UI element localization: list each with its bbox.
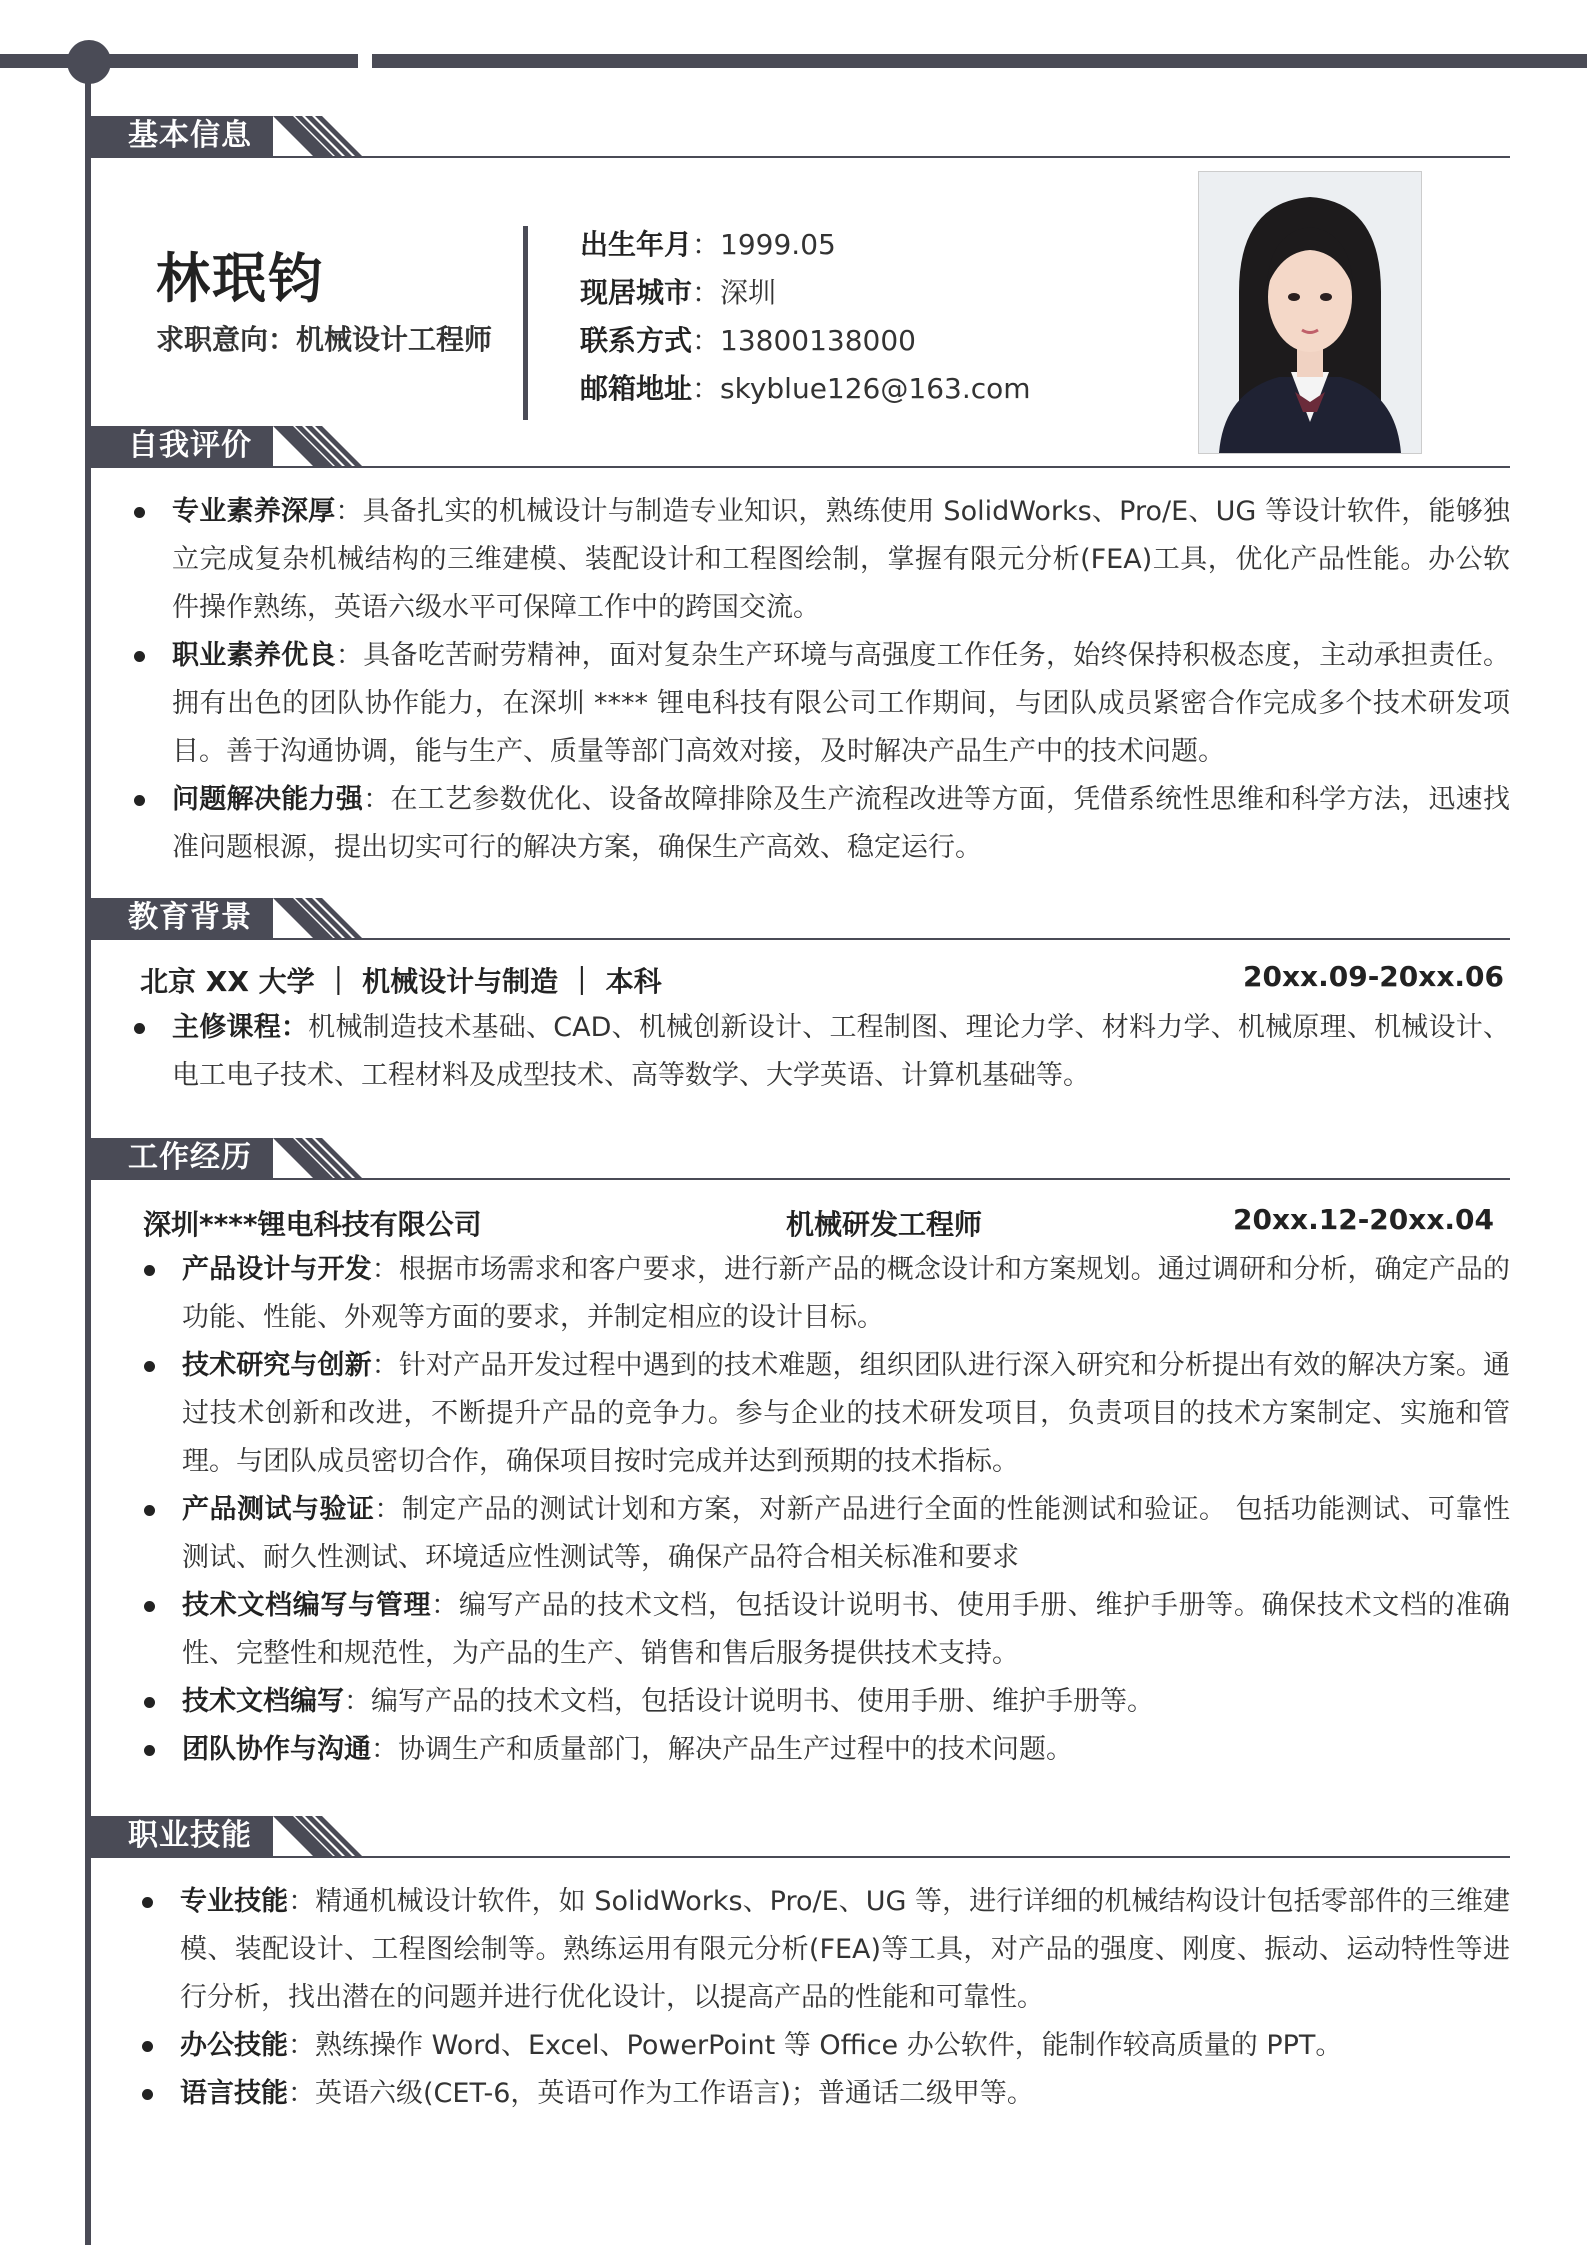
section-header-skills (88, 1816, 1510, 1856)
section-header-work (88, 1138, 1510, 1178)
list-item: 技术文档编写与管理：编写产品的技术文档，包括设计说明书、使用手册、维护手册等。确保技术文档的准确性、完整性和规范性，为产品的生产、销售和售后服务提供技术支持。 (140, 1582, 1510, 1678)
list-item: 专业技能：精通机械设计软件，如 SolidWorks、Pro/E、UG 等，进行详细的机械结构设计包括零部件的三维建模、装配设计、工程图绘制等。熟练运用有限元分析(FEA)等工具，对产品的强度、刚度、振动、运动特性等进行分析，找出潜在的问题并进行优化设计，以提高产品的性能和可靠性。 (138, 1878, 1510, 2022)
list-item: 职业素养优良：具备吃苦耐劳精神，面对复杂生产环境与高强度工作任务，始终保持积极态度，主动承担责任。拥有出色的团队协作能力，在深圳 **** 锂电科技有限公司工作期间，与团队成员紧密合作完成多个技术研发项目。善于沟通协调，能与生产、质量等部门高效对接，及时解决产品生产中的技术问题。 (130, 632, 1510, 776)
stripes-decoration (273, 1138, 433, 1178)
section-title: 工作经历 (88, 1138, 273, 1178)
stripes-decoration (273, 898, 433, 938)
edu-header: 北京 XX 大学 ｜ 机械设计与制造 ｜ 本科 (140, 965, 662, 998)
section-header-self (88, 426, 1510, 466)
edu-list (130, 1004, 1510, 1100)
list-item: 语言技能：英语六级(CET-6，英语可作为工作语言)；普通话二级甲等。 (138, 2070, 1510, 2118)
skills-list (138, 1878, 1510, 2118)
edu-date: 20xx.09-20xx.06 (1243, 960, 1504, 993)
job-intent: 求职意向：机械设计工程师 (156, 323, 493, 356)
list-item: 技术研究与创新：针对产品开发过程中遇到的技术难题，组织团队进行深入研究和分析提出有效的解决方案。通过技术创新和改进，不断提升产品的竞争力。参与企业的技术研发项目，负责项目的技术方案制定、实施和管理。与团队成员密切合作，确保项目按时完成并达到预期的技术指标。 (140, 1342, 1510, 1486)
section-header-basic (88, 116, 1510, 156)
top-bar-right (372, 54, 1587, 68)
list-item: 专业素养深厚：具备扎实的机械设计与制造专业知识，熟练使用 SolidWorks、Pro/E、UG 等设计软件，能够独立完成复杂机械结构的三维建模、装配设计和工程图绘制，掌握有限元分析(FEA)工具，优化产品性能。办公软件操作熟练，英语六级水平可保障工作中的跨国交流。 (130, 488, 1510, 632)
stripes-decoration (273, 116, 433, 156)
section-title: 教育背景 (88, 898, 273, 938)
vertical-divider (523, 226, 528, 420)
list-item: 技术文档编写：编写产品的技术文档，包括设计说明书、使用手册、维护手册等。 (140, 1678, 1510, 1726)
section-underline (88, 466, 1510, 468)
list-item: 办公技能：熟练操作 Word、Excel、PowerPoint 等 Office 办公软件，能制作较高质量的 PPT。 (138, 2022, 1510, 2070)
section-underline (88, 938, 1510, 940)
info-phone: 联系方式：13800138000 (580, 324, 916, 357)
stripes-decoration (273, 426, 433, 466)
list-item: 问题解决能力强：在工艺参数优化、设备故障排除及生产流程改进等方面，凭借系统性思维和科学方法，迅速找准问题根源，提出切实可行的解决方案，确保生产高效、稳定运行。 (130, 776, 1510, 872)
info-email: 邮箱地址：skyblue126@163.com (580, 372, 1031, 405)
list-item: 主修课程：机械制造技术基础、CAD、机械创新设计、工程制图、理论力学、材料力学、机械原理、机械设计、电工电子技术、工程材料及成型技术、高等数学、大学英语、计算机基础等。 (130, 1004, 1510, 1100)
top-bar-left (0, 54, 358, 68)
info-birth: 出生年月：1999.05 (580, 228, 836, 261)
info-city: 现居城市：深圳 (580, 276, 777, 309)
work-date: 20xx.12-20xx.04 (1233, 1203, 1494, 1236)
section-header-edu (88, 898, 1510, 938)
portrait-illustration (1199, 172, 1421, 453)
timeline-dot (67, 40, 111, 84)
list-item: 团队协作与沟通：协调生产和质量部门，解决产品生产过程中的技术问题。 (140, 1726, 1510, 1774)
stripes-decoration (273, 1816, 433, 1856)
section-underline (88, 1856, 1510, 1858)
section-underline (88, 1178, 1510, 1180)
list-item: 产品测试与验证：制定产品的测试计划和方案，对新产品进行全面的性能测试和验证。 包括功能测试、可靠性测试、耐久性测试、环境适应性测试等，确保产品符合相关标准和要求 (140, 1486, 1510, 1582)
candidate-name: 林珉钧 (156, 247, 324, 310)
section-underline (88, 156, 1510, 158)
profile-photo (1198, 171, 1422, 454)
work-company: 深圳****锂电科技有限公司 (143, 1208, 482, 1241)
section-title: 自我评价 (88, 426, 273, 466)
self-eval-list (130, 488, 1510, 872)
list-item: 产品设计与开发：根据市场需求和客户要求，进行新产品的概念设计和方案规划。通过调研和分析，确定产品的功能、性能、外观等方面的要求，并制定相应的设计目标。 (140, 1246, 1510, 1342)
work-list (140, 1246, 1510, 1774)
section-title: 基本信息 (88, 116, 273, 156)
work-role: 机械研发工程师 (786, 1208, 983, 1241)
section-title: 职业技能 (88, 1816, 273, 1856)
